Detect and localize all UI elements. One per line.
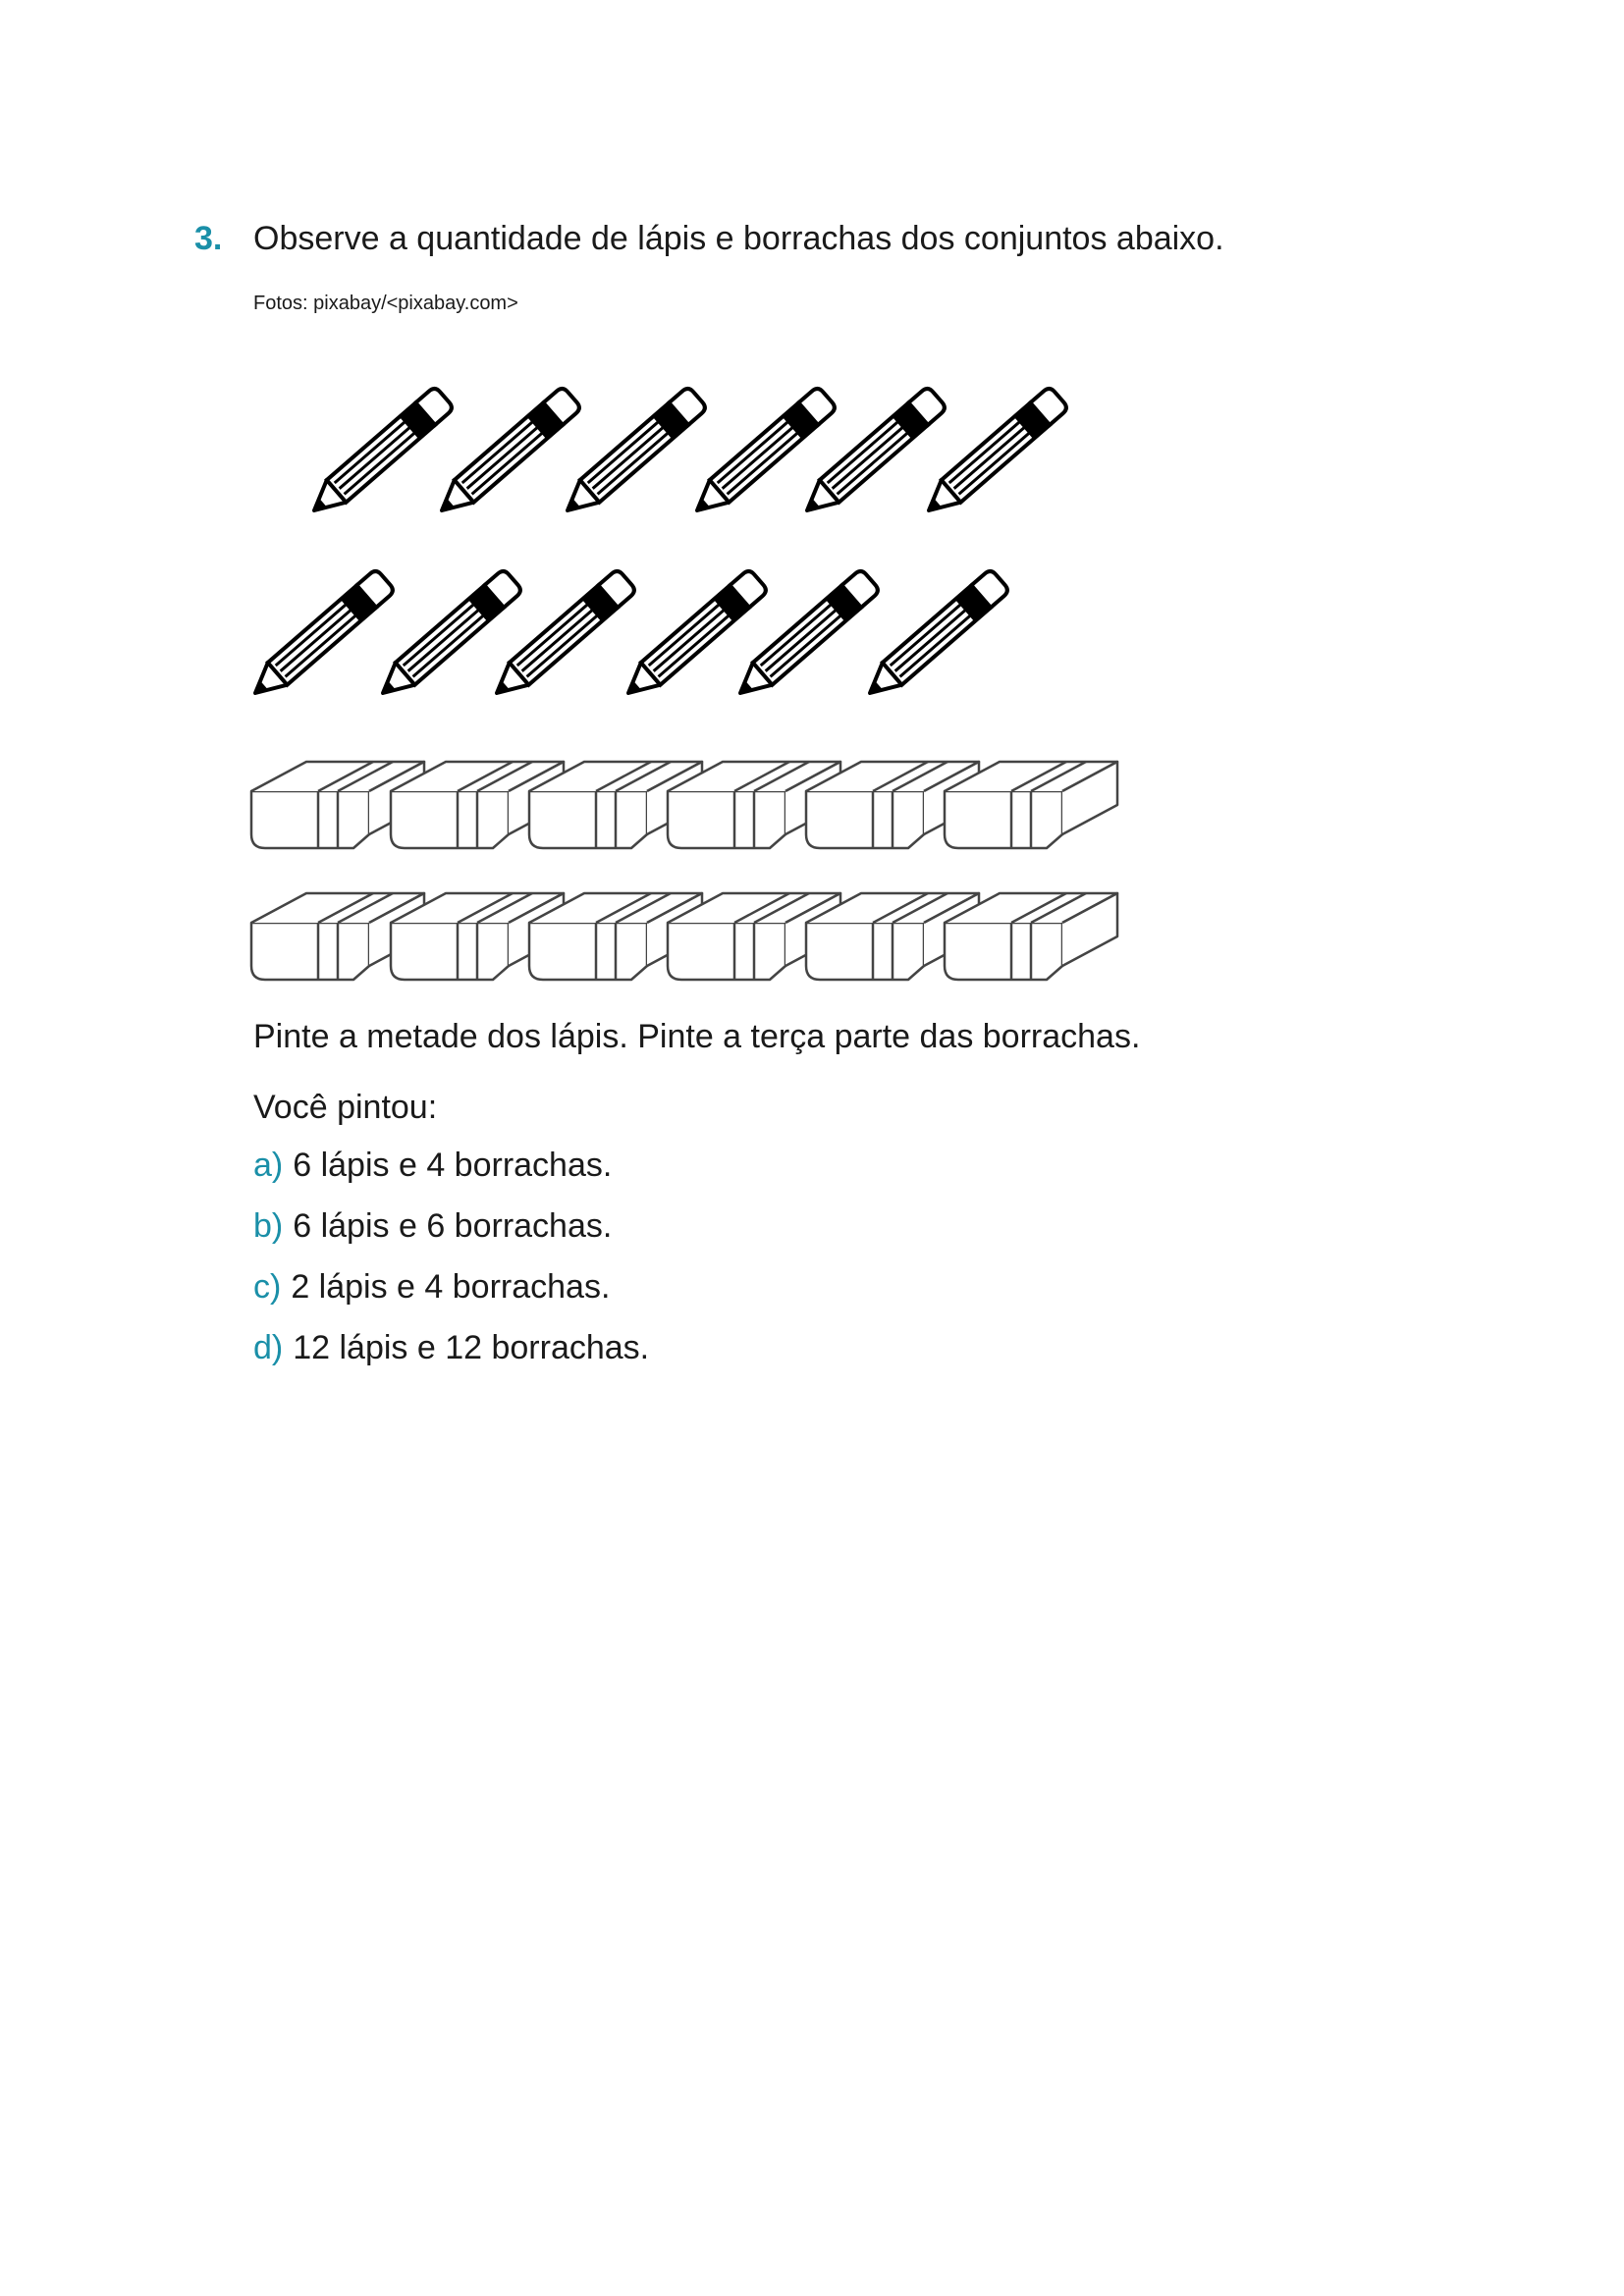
photo-credit: Fotos: pixabay/<pixabay.com> (253, 293, 518, 314)
option-text: 12 lápis e 12 borrachas. (293, 1329, 650, 1366)
option-letter: b) (253, 1207, 284, 1245)
option-letter: a) (253, 1147, 284, 1184)
pencils-and-erasers-figure (0, 0, 1624, 1001)
option-letter: d) (253, 1329, 284, 1366)
option-a[interactable] (253, 1147, 612, 1185)
option-text: 6 lápis e 4 borrachas. (293, 1147, 613, 1184)
instruction-text: Pinte a metade dos lápis. Pinte a terça parte das borrachas. (253, 1018, 1141, 1055)
option-text: 2 lápis e 4 borrachas. (291, 1268, 611, 1306)
pencil-icon (860, 568, 1010, 704)
option-c[interactable] (253, 1268, 610, 1307)
pencil-icon (245, 568, 396, 704)
pencil-icon (432, 386, 582, 521)
option-text: 6 lápis e 6 borrachas. (293, 1207, 613, 1245)
option-letter: c) (253, 1268, 282, 1306)
question-text: Observe a quantidade de lápis e borrachas dos conjuntos abaixo. (253, 220, 1224, 257)
option-d[interactable] (253, 1329, 649, 1367)
pencil-icon (304, 386, 455, 521)
option-b[interactable] (253, 1207, 612, 1246)
question-number: 3. (194, 220, 223, 257)
answer-prompt: Você pintou: (253, 1089, 438, 1126)
